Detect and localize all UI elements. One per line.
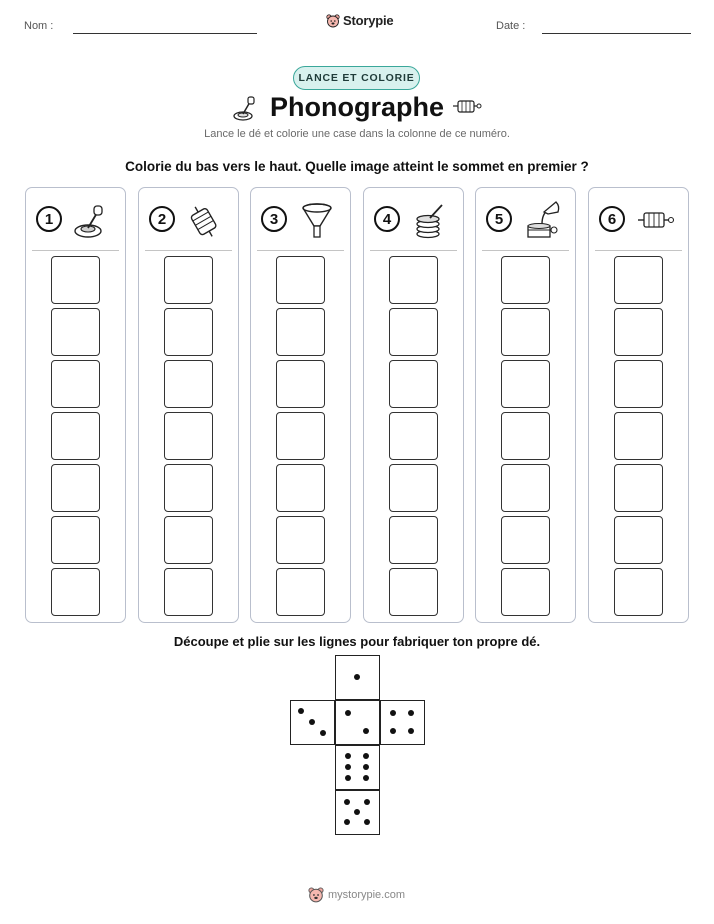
die-net — [290, 655, 426, 835]
instruction: Colorie du bas vers le haut. Quelle image atteint le sommet en premier ? — [125, 159, 589, 174]
color-cell[interactable] — [51, 308, 100, 356]
storypie-mascot-icon — [308, 887, 324, 903]
color-cell[interactable] — [614, 516, 663, 564]
die-pip — [344, 819, 350, 825]
color-cell[interactable] — [389, 256, 438, 304]
phonograph-record-stack-icon — [410, 200, 450, 240]
color-cell[interactable] — [51, 516, 100, 564]
color-cell[interactable] — [501, 360, 550, 408]
color-cell[interactable] — [501, 568, 550, 616]
color-cell[interactable] — [501, 308, 550, 356]
color-cell[interactable] — [501, 516, 550, 564]
die-face-5 — [335, 790, 380, 835]
die-pip — [363, 753, 369, 759]
die-pip — [309, 719, 315, 725]
footer — [308, 887, 405, 903]
color-cell[interactable] — [276, 516, 325, 564]
column-number: 3 — [261, 206, 287, 232]
die-pip — [363, 728, 369, 734]
page-title: Phonographe — [270, 92, 444, 122]
gramophone-icon — [522, 200, 562, 240]
color-cell[interactable] — [501, 464, 550, 512]
color-cell[interactable] — [51, 568, 100, 616]
phonograph-spring-icon — [185, 200, 225, 240]
color-cell[interactable] — [389, 412, 438, 460]
color-cell[interactable] — [164, 516, 213, 564]
die-pip — [345, 775, 351, 781]
column-divider — [482, 250, 569, 251]
die-pip — [408, 728, 414, 734]
color-cell[interactable] — [614, 464, 663, 512]
color-cell[interactable] — [164, 464, 213, 512]
die-face-2 — [335, 700, 380, 745]
die-face-6 — [335, 745, 380, 790]
storypie-mascot-icon — [326, 14, 340, 28]
die-face-4 — [380, 700, 425, 745]
color-cell[interactable] — [276, 464, 325, 512]
die-pip — [354, 674, 360, 680]
column-number: 2 — [149, 206, 175, 232]
column-6 — [588, 187, 689, 623]
color-cell[interactable] — [614, 360, 663, 408]
die-pip — [390, 728, 396, 734]
die-pip — [363, 764, 369, 770]
column-2 — [138, 187, 239, 623]
color-cell[interactable] — [164, 308, 213, 356]
die-instruction: Découpe et plie sur les lignes pour fabriquer ton propre dé. — [173, 634, 541, 649]
column-divider — [257, 250, 344, 251]
color-cell[interactable] — [276, 308, 325, 356]
column-number: 5 — [486, 206, 512, 232]
phonograph-crank-icon — [72, 200, 112, 240]
color-cell[interactable] — [51, 360, 100, 408]
color-cell[interactable] — [501, 412, 550, 460]
phonograph-cylinder-icon — [635, 200, 675, 240]
column-divider — [595, 250, 682, 251]
color-cell[interactable] — [164, 568, 213, 616]
die-pip — [363, 775, 369, 781]
color-cell[interactable] — [276, 412, 325, 460]
activity-badge: LANCE ET COLORIE — [293, 66, 420, 90]
color-cell[interactable] — [276, 256, 325, 304]
color-cell[interactable] — [501, 256, 550, 304]
die-pip — [408, 710, 414, 716]
color-cell[interactable] — [614, 256, 663, 304]
die-pip — [345, 764, 351, 770]
color-cell[interactable] — [51, 464, 100, 512]
color-cell[interactable] — [614, 412, 663, 460]
color-cell[interactable] — [389, 308, 438, 356]
color-cell[interactable] — [51, 256, 100, 304]
name-field-line[interactable] — [73, 33, 257, 34]
phonograph-cylinder-icon — [452, 96, 482, 118]
name-label: Nom : — [24, 20, 54, 32]
column-3 — [250, 187, 351, 623]
storypie-logo — [326, 13, 393, 28]
color-cell[interactable] — [276, 360, 325, 408]
color-cell[interactable] — [614, 308, 663, 356]
subtitle: Lance le dé et colorie une case dans la colonne de ce numéro. — [204, 128, 510, 140]
die-pip — [354, 809, 360, 815]
color-cell[interactable] — [614, 568, 663, 616]
date-label: Date : — [496, 20, 526, 32]
die-pip — [344, 799, 350, 805]
column-4 — [363, 187, 464, 623]
die-face-3 — [290, 700, 335, 745]
color-cell[interactable] — [389, 360, 438, 408]
color-cell[interactable] — [389, 464, 438, 512]
column-number: 1 — [36, 206, 62, 232]
die-pip — [364, 819, 370, 825]
color-cell[interactable] — [164, 256, 213, 304]
column-5 — [475, 187, 576, 623]
die-pip — [320, 730, 326, 736]
color-cell[interactable] — [389, 568, 438, 616]
die-pip — [345, 753, 351, 759]
die-pip — [298, 708, 304, 714]
color-cell[interactable] — [164, 412, 213, 460]
phonograph-horn-icon — [297, 200, 337, 240]
column-1 — [25, 187, 126, 623]
color-cell[interactable] — [164, 360, 213, 408]
die-face-1 — [335, 655, 380, 700]
column-divider — [370, 250, 457, 251]
date-field-line[interactable] — [542, 33, 691, 34]
column-number: 6 — [599, 206, 625, 232]
column-divider — [145, 250, 232, 251]
color-cell[interactable] — [389, 516, 438, 564]
footer-url[interactable]: mystorypie.com — [328, 889, 406, 901]
die-pip — [364, 799, 370, 805]
color-cell[interactable] — [51, 412, 100, 460]
column-divider — [32, 250, 119, 251]
column-number: 4 — [374, 206, 400, 232]
color-cell[interactable] — [276, 568, 325, 616]
die-pip — [390, 710, 396, 716]
logo-text: Storypie — [343, 13, 394, 28]
die-pip — [345, 710, 351, 716]
